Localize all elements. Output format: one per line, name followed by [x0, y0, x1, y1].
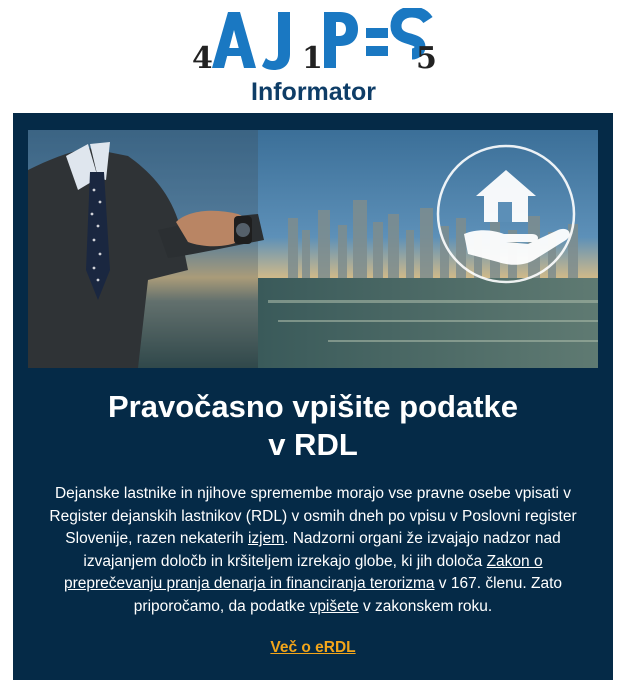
header — [0, 0, 627, 112]
logo-digit-4: 4 — [192, 41, 213, 76]
zakon-link[interactable]: Zakon o preprečevanju pranja denarja in financiranja terorizma — [63, 552, 543, 592]
ajpes-logo[interactable] — [190, 8, 440, 76]
hero-image[interactable] — [28, 130, 598, 368]
article-body — [41, 483, 585, 618]
vec-o-erdl-link[interactable]: Več o eRDL — [270, 639, 356, 656]
article-title — [13, 388, 613, 464]
informator-title: Informator — [251, 78, 376, 106]
izjem-link[interactable]: izjem — [247, 530, 285, 547]
article-title-line-2: v RDL — [268, 427, 358, 462]
vpisete-link[interactable]: vpišete — [309, 597, 359, 615]
logo-digit-5: 5 — [416, 41, 437, 76]
article-body-part-4: v zakonskem roku. — [358, 597, 493, 615]
article-body-part-1: Dejanske lastnike in njihove spremembe morajo vse pravne osebe vpisati v Register dejanskih lastnikov (RDL) v osmih dneh po vpisu v Poslovni register Slovenije, razen nekaterih — [49, 485, 577, 547]
article-body-part-2: . Nadzorni organi že izvajajo nadzor nad izvajanjem določb in kršiteljem izrekajo globe, ki jih določa — [83, 530, 561, 570]
logo-digit-1: 1 — [302, 41, 323, 76]
article-body-part-3: v 167. členu. Zato priporočamo, da podatke — [133, 575, 563, 615]
cta-container — [13, 639, 613, 657]
newsletter-panel — [13, 113, 613, 680]
article-title-line-1: Pravočasno vpišite podatke — [107, 389, 519, 424]
hero-illustration — [28, 130, 598, 368]
